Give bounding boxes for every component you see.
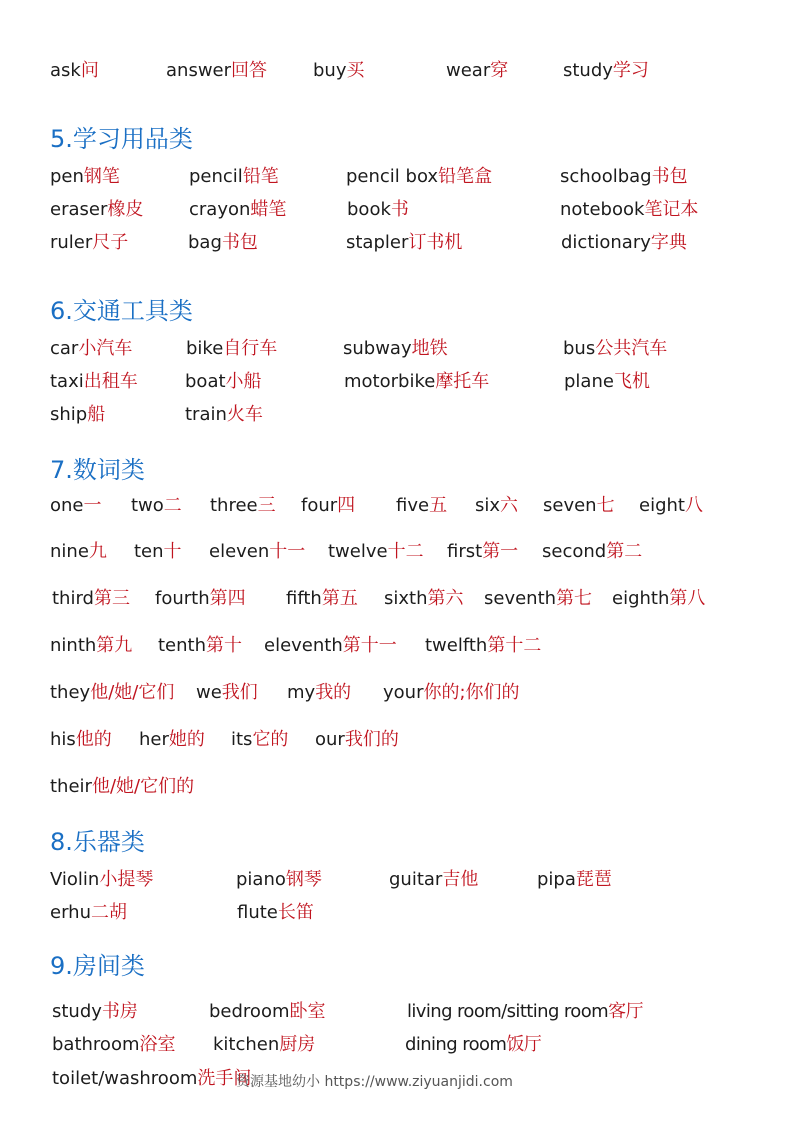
section-heading-instruments: 8.乐器类	[50, 828, 145, 856]
section-heading-stationery: 5.学习用品类	[50, 125, 193, 153]
vocab-item: train火车	[185, 404, 263, 425]
vocab-item: buy买	[313, 60, 365, 81]
vocab-item: my我的	[287, 682, 352, 703]
vocab-item: pen钢笔	[50, 166, 120, 187]
vocab-item: taxi出租车	[50, 371, 138, 392]
vocab-item: twelve十二	[328, 541, 424, 562]
vocab-item: they他/她/它们	[50, 682, 175, 703]
vocab-item: one一	[50, 495, 102, 516]
vocab-item: kitchen厨房	[213, 1034, 316, 1055]
vocab-item: ship船	[50, 404, 106, 425]
vocab-item: two二	[131, 495, 182, 516]
vocab-item: boat小船	[185, 371, 262, 392]
vocab-item: bedroom卧室	[209, 1001, 326, 1022]
vocab-item: subway地铁	[343, 338, 448, 359]
vocab-item: ten十	[134, 541, 182, 562]
vocab-item: dictionary字典	[561, 232, 687, 253]
vocab-item: answer回答	[166, 60, 268, 81]
vocab-item: flute长笛	[237, 902, 314, 923]
vocab-item: fourth第四	[155, 588, 246, 609]
section-heading-rooms: 9.房间类	[50, 952, 145, 980]
vocab-item: his他的	[50, 729, 112, 750]
vocab-item: piano钢琴	[236, 869, 322, 890]
vocab-item: five五	[396, 495, 448, 516]
vocab-item: third第三	[52, 588, 130, 609]
vocab-item: toilet/washroom洗手间	[52, 1068, 252, 1089]
vocab-item: schoolbag书包	[560, 166, 688, 187]
vocab-item: its它的	[231, 729, 289, 750]
vocab-item: second第二	[542, 541, 643, 562]
vocab-item: fifth第五	[286, 588, 358, 609]
vocab-item: three三	[210, 495, 276, 516]
vocab-item: car小汽车	[50, 338, 133, 359]
vocab-item: seven七	[543, 495, 615, 516]
vocab-item: nine九	[50, 541, 107, 562]
vocab-item: first第一	[447, 541, 519, 562]
vocab-item: ruler尺子	[50, 232, 129, 253]
vocab-item: pencil box铅笔盒	[346, 166, 493, 187]
vocab-item: crayon蜡笔	[189, 199, 287, 220]
vocab-item: living room/sitting room客厅	[407, 1001, 643, 1022]
vocab-item: Violin小提琴	[50, 869, 154, 890]
vocab-item: study书房	[52, 1001, 138, 1022]
vocab-item: motorbike摩托车	[344, 371, 490, 392]
vocab-item: bag书包	[188, 232, 258, 253]
section-heading-numbers: 7.数词类	[50, 456, 145, 484]
vocab-item: our我们的	[315, 729, 399, 750]
watermark-text: 资源基地幼小 https://www.ziyuanjidi.com	[236, 1074, 513, 1090]
vocab-item: dining room饭厅	[405, 1034, 542, 1055]
vocab-item: ninth第九	[50, 635, 133, 656]
vocab-item: their他/她/它们的	[50, 776, 195, 797]
vocab-item: ask问	[50, 60, 99, 81]
vocab-item: bike自行车	[186, 338, 278, 359]
vocab-item: six六	[475, 495, 519, 516]
vocab-item: book书	[347, 199, 409, 220]
vocab-item: eighth第八	[612, 588, 706, 609]
vocab-item: twelfth第十二	[425, 635, 542, 656]
vocab-item: eleven十一	[209, 541, 306, 562]
vocab-item: your你的;你们的	[383, 682, 520, 703]
vocab-item: bus公共汽车	[563, 338, 668, 359]
vocab-item: eight八	[639, 495, 703, 516]
vocab-item: seventh第七	[484, 588, 593, 609]
vocab-item: plane飞机	[564, 371, 650, 392]
vocab-item: tenth第十	[158, 635, 243, 656]
vocab-item: stapler订书机	[346, 232, 463, 253]
vocab-item: notebook笔记本	[560, 199, 699, 220]
vocab-item: her她的	[139, 729, 205, 750]
vocab-item: bathroom浴室	[52, 1034, 176, 1055]
section-heading-transport: 6.交通工具类	[50, 297, 193, 325]
vocab-item: eleventh第十一	[264, 635, 397, 656]
vocab-item: sixth第六	[384, 588, 464, 609]
vocab-item: study学习	[563, 60, 649, 81]
vocab-item: four四	[301, 495, 356, 516]
vocab-item: pipa琵琶	[537, 869, 612, 890]
vocab-item: guitar吉他	[389, 869, 479, 890]
vocab-item: we我们	[196, 682, 258, 703]
vocab-item: wear穿	[446, 60, 509, 81]
vocab-item: erhu二胡	[50, 902, 127, 923]
vocab-item: eraser橡皮	[50, 199, 144, 220]
vocab-item: pencil铅笔	[189, 166, 279, 187]
